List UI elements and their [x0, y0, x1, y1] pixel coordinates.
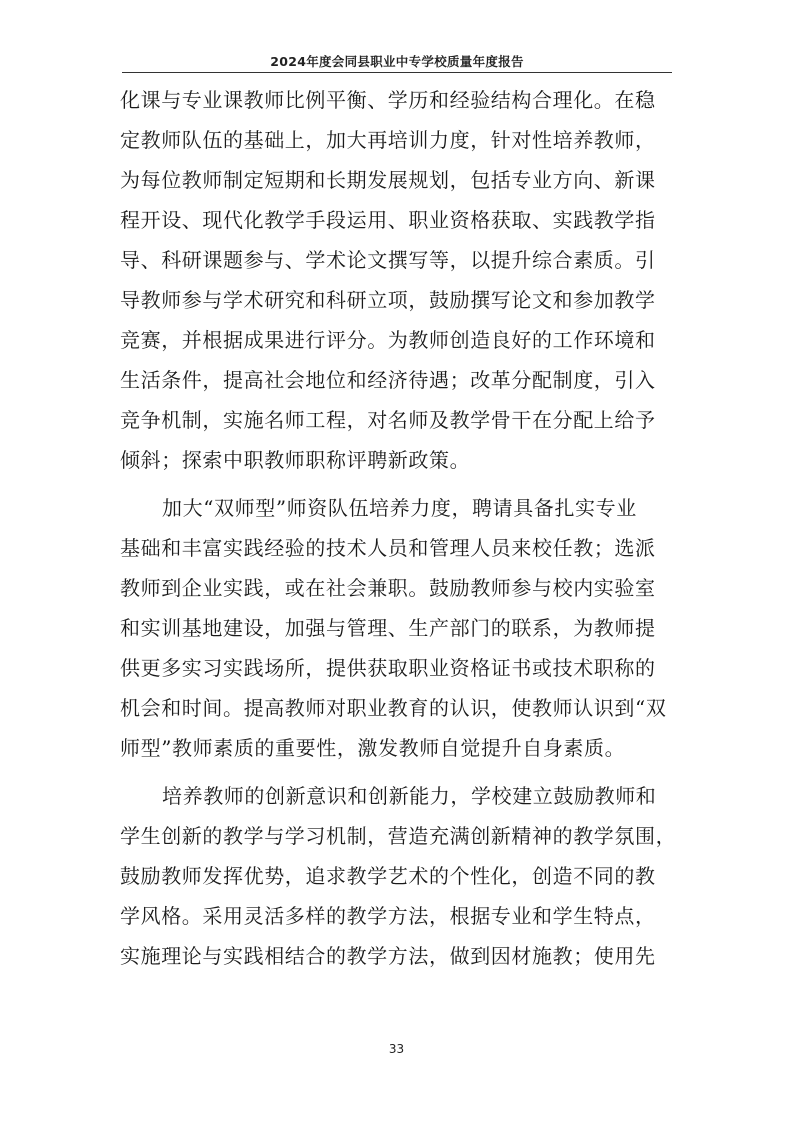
- text-line: 学生创新的教学与学习机制，营造充满创新精神的教学氛围，: [120, 824, 677, 848]
- paragraph-teacher-development: [120, 80, 680, 480]
- paragraph-dual-qualified-teachers: [120, 488, 680, 768]
- text-line: 导、科研课题参与、学术论文撰写等，以提升综合素质。引: [120, 248, 656, 272]
- document-body: [120, 80, 680, 976]
- text-line: 鼓励教师发挥优势，追求教学艺术的个性化，创造不同的教: [120, 864, 656, 888]
- page-number: 33: [388, 1042, 405, 1056]
- text-line: 化课与专业课教师比例平衡、学历和经验结构合理化。在稳: [120, 88, 656, 112]
- text-line: 实施理论与实践相结合的教学方法，做到因材施教；使用先: [120, 944, 656, 968]
- paragraph-innovation: [120, 776, 680, 976]
- header-divider: [122, 72, 672, 73]
- text-line: 学风格。采用灵活多样的教学方法，根据专业和学生特点，: [120, 904, 656, 928]
- text-line: 师型”教师素质的重要性，激发教师自觉提升自身素质。: [120, 736, 626, 760]
- text-line: 倾斜；探索中职教师职称评聘新政策。: [120, 448, 471, 472]
- text-line: 定教师队伍的基础上，加大再培训力度，针对性培养教师，: [120, 128, 656, 152]
- text-line: 机会和时间。提高教师对职业教育的认识，使教师认识到“双: [120, 696, 667, 720]
- paragraph-spacer: [120, 480, 680, 488]
- text-line: 程开设、现代化教学手段运用、职业资格获取、实践教学指: [120, 208, 656, 232]
- text-line: 加大“双师型”师资队伍培养力度，聘请具备扎实专业: [162, 496, 637, 520]
- text-line: 培养教师的创新意识和创新能力，学校建立鼓励教师和: [162, 784, 657, 808]
- text-line: 供更多实习实践场所，提供获取职业资格证书或技术职称的: [120, 656, 656, 680]
- page-header-title: 2024年度会同县职业中专学校质量年度报告: [270, 54, 524, 69]
- text-line: 基础和丰富实践经验的技术人员和管理人员来校任教；选派: [120, 536, 656, 560]
- text-line: 教师到企业实践，或在社会兼职。鼓励教师参与校内实验室: [120, 576, 656, 600]
- text-line: 竞赛，并根据成果进行评分。为教师创造良好的工作环境和: [120, 328, 656, 352]
- text-line: 导教师参与学术研究和科研立项，鼓励撰写论文和参加教学: [120, 288, 656, 312]
- text-line: 为每位教师制定短期和长期发展规划，包括专业方向、新课: [120, 168, 656, 192]
- text-line: 竞争机制，实施名师工程，对名师及教学骨干在分配上给予: [120, 408, 656, 432]
- text-line: 生活条件，提高社会地位和经济待遇；改革分配制度，引入: [120, 368, 656, 392]
- paragraph-spacer: [120, 768, 680, 776]
- text-line: 和实训基地建设，加强与管理、生产部门的联系，为教师提: [120, 616, 656, 640]
